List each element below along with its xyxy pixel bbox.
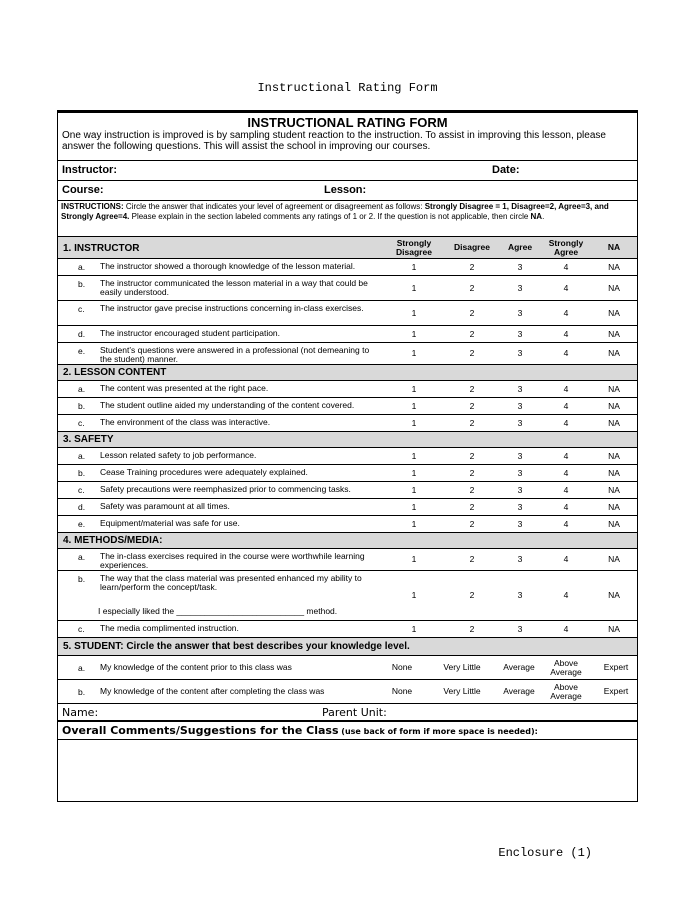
rating-disagree[interactable]: 2 bbox=[469, 307, 475, 318]
item-text: My knowledge of the content after completing the class was bbox=[100, 686, 325, 696]
parent-unit-field[interactable]: Parent Unit: bbox=[322, 706, 387, 719]
rating-strongly-agree[interactable]: 4 bbox=[563, 400, 569, 411]
rating-na[interactable]: NA bbox=[608, 348, 620, 358]
comments-title: Overall Comments/Suggestions for the Class (use back of form if more space is needed): bbox=[62, 724, 538, 737]
item-letter: a. bbox=[78, 451, 86, 461]
rating-strongly-disagree[interactable]: 1 bbox=[411, 348, 417, 358]
name-field[interactable]: Name: bbox=[62, 706, 99, 719]
rating-na[interactable]: NA bbox=[608, 261, 620, 272]
section-student-header bbox=[58, 638, 637, 656]
col-strongly-agree-header: Strongly Agree bbox=[548, 237, 584, 257]
knowledge-row bbox=[58, 680, 637, 704]
option-none[interactable]: None bbox=[391, 662, 413, 672]
rating-na[interactable]: NA bbox=[608, 450, 620, 461]
question-row bbox=[58, 549, 637, 571]
rating-na[interactable]: NA bbox=[608, 282, 620, 293]
section-title: 4. METHODS/MEDIA: bbox=[63, 535, 163, 546]
rating-strongly-agree[interactable]: 4 bbox=[563, 623, 569, 634]
item-text: The instructor encouraged student participation. bbox=[100, 328, 281, 338]
page-title: Instructional Rating Form bbox=[257, 81, 438, 95]
rating-na[interactable]: NA bbox=[608, 501, 620, 512]
rating-na[interactable]: NA bbox=[608, 554, 620, 564]
rating-strongly-agree[interactable]: 4 bbox=[563, 417, 569, 428]
item-letter: c. bbox=[78, 624, 85, 634]
rating-agree[interactable]: 3 bbox=[517, 501, 523, 512]
form-intro: One way instruction is improved is by sampling student reaction to the instruction. To assist in improving this lesson, please answer the following questions. This will assist the school in improving our courses. bbox=[62, 130, 606, 152]
question-row bbox=[58, 621, 637, 638]
section-title: 2. LESSON CONTENT bbox=[63, 367, 167, 378]
question-row bbox=[58, 482, 637, 499]
rating-agree[interactable]: 3 bbox=[517, 518, 523, 529]
rating-strongly-agree[interactable]: 4 bbox=[563, 590, 569, 600]
item-text: Equipment/material was safe for use. bbox=[100, 518, 240, 528]
item-text: The instructor gave precise instructions concerning in-class exercises. bbox=[100, 303, 364, 313]
item-text: The content was presented at the right pace. bbox=[100, 383, 269, 393]
rating-strongly-disagree[interactable]: 1 bbox=[411, 590, 417, 600]
item-letter: d. bbox=[78, 329, 86, 339]
rating-strongly-agree[interactable]: 4 bbox=[563, 467, 569, 478]
option-above-average[interactable]: Above Average bbox=[550, 657, 582, 677]
knowledge-row bbox=[58, 656, 637, 680]
rating-strongly-disagree[interactable]: 1 bbox=[411, 417, 417, 428]
section-header bbox=[58, 432, 637, 448]
item-text: My knowledge of the content prior to this class was bbox=[100, 662, 292, 672]
rating-strongly-agree[interactable]: 4 bbox=[563, 450, 569, 461]
rating-na[interactable]: NA bbox=[608, 518, 620, 529]
rating-strongly-agree[interactable]: 4 bbox=[563, 501, 569, 512]
rating-agree[interactable]: 3 bbox=[517, 590, 523, 600]
rating-strongly-disagree[interactable]: 1 bbox=[411, 554, 417, 564]
section-title: 3. SAFETY bbox=[63, 434, 114, 445]
question-row bbox=[58, 448, 637, 465]
item-letter: c. bbox=[78, 485, 85, 495]
option-average[interactable]: Average bbox=[503, 686, 535, 696]
item-text: The instructor communicated the lesson material in a way that could be easily understood. bbox=[100, 278, 368, 297]
rating-disagree[interactable]: 2 bbox=[469, 328, 475, 339]
item-text: The way that the class material was presented enhanced my ability to learn/perform the concept/task. bbox=[100, 573, 362, 592]
rating-strongly-agree[interactable]: 4 bbox=[563, 307, 569, 318]
option-none[interactable]: None bbox=[391, 686, 413, 696]
rating-agree[interactable]: 3 bbox=[517, 383, 523, 394]
rating-agree[interactable]: 3 bbox=[517, 554, 523, 564]
item-text: The in-class exercises required in the course were worthwhile learning experiences. bbox=[100, 551, 365, 570]
col-na-header: NA bbox=[607, 242, 621, 252]
item-letter: b. bbox=[78, 279, 86, 289]
rating-agree[interactable]: 3 bbox=[517, 400, 523, 411]
item-text: Cease Training procedures were adequately explained. bbox=[100, 467, 308, 477]
instructions-row bbox=[58, 201, 637, 237]
rating-strongly-agree[interactable]: 4 bbox=[563, 484, 569, 495]
section-header bbox=[58, 237, 637, 259]
item-text: The media complimented instruction. bbox=[100, 623, 239, 633]
option-very-little[interactable]: Very Little bbox=[443, 686, 481, 696]
section-title: 5. STUDENT: Circle the answer that best describes your knowledge level. bbox=[63, 641, 410, 652]
rating-strongly-disagree[interactable]: 1 bbox=[411, 484, 417, 495]
rating-disagree[interactable]: 2 bbox=[469, 383, 475, 394]
question-row bbox=[58, 326, 637, 343]
student-knowledge-rows bbox=[58, 656, 637, 704]
option-very-little[interactable]: Very Little bbox=[443, 662, 481, 672]
item-extra-text: I especially liked the ___________________________ method. bbox=[98, 606, 338, 616]
rating-disagree[interactable]: 2 bbox=[469, 417, 475, 428]
rating-agree[interactable]: 3 bbox=[517, 328, 523, 339]
rating-disagree[interactable]: 2 bbox=[469, 450, 475, 461]
section-header bbox=[58, 533, 637, 549]
rating-na[interactable]: NA bbox=[608, 623, 620, 634]
item-letter: a. bbox=[78, 663, 86, 673]
rating-disagree[interactable]: 2 bbox=[469, 554, 475, 564]
item-text: Student’s questions were answered in a professional (not demeaning to the student) manner. bbox=[100, 345, 370, 364]
form-title: INSTRUCTIONAL RATING FORM bbox=[247, 115, 448, 130]
rating-na[interactable]: NA bbox=[608, 400, 620, 411]
item-text: Lesson related safety to job performance. bbox=[100, 450, 257, 460]
item-letter: c. bbox=[78, 418, 85, 428]
item-letter: a. bbox=[78, 384, 86, 394]
item-letter: d. bbox=[78, 502, 86, 512]
rating-strongly-disagree[interactable]: 1 bbox=[411, 467, 417, 478]
rating-strongly-disagree[interactable]: 1 bbox=[411, 400, 417, 411]
question-row bbox=[58, 381, 637, 398]
rating-agree[interactable]: 3 bbox=[517, 417, 523, 428]
rating-strongly-disagree[interactable]: 1 bbox=[411, 518, 417, 529]
instructor-date-row bbox=[58, 161, 637, 181]
rating-strongly-disagree[interactable]: 1 bbox=[411, 623, 417, 634]
question-row bbox=[58, 301, 637, 326]
item-text: The student outline aided my understanding of the content covered. bbox=[100, 400, 355, 410]
rating-strongly-agree[interactable]: 4 bbox=[563, 554, 569, 564]
rating-na[interactable]: NA bbox=[608, 484, 620, 495]
form-header bbox=[58, 113, 637, 161]
option-expert[interactable]: Expert bbox=[603, 662, 629, 672]
rating-disagree[interactable]: 2 bbox=[469, 348, 475, 358]
rating-agree[interactable]: 3 bbox=[517, 307, 523, 318]
rating-agree[interactable]: 3 bbox=[517, 261, 523, 272]
item-letter: b. bbox=[78, 401, 86, 411]
rating-disagree[interactable]: 2 bbox=[469, 467, 475, 478]
rating-disagree[interactable]: 2 bbox=[469, 501, 475, 512]
rating-disagree[interactable]: 2 bbox=[469, 623, 475, 634]
rating-strongly-disagree[interactable]: 1 bbox=[411, 501, 417, 512]
rating-agree[interactable]: 3 bbox=[517, 467, 523, 478]
date-field[interactable]: Date: bbox=[492, 164, 520, 176]
item-letter: a. bbox=[78, 262, 86, 272]
col-strongly-disagree-header: Strongly Disagree bbox=[396, 237, 432, 257]
item-text: The instructor showed a thorough knowledge of the lesson material. bbox=[100, 261, 356, 271]
rating-disagree[interactable]: 2 bbox=[469, 261, 475, 272]
rating-na[interactable]: NA bbox=[608, 307, 620, 318]
item-letter: b. bbox=[78, 687, 86, 697]
rating-form bbox=[57, 110, 638, 802]
rating-na[interactable]: NA bbox=[608, 590, 620, 600]
instructions-text: INSTRUCTIONS: Circle the answer that indicates your level of agreement or disagreement as follows: Strongly Disagree = 1, Disagree=2, Agree=3, and Strongly Agree=4. Please explain in the section labeled comments any ratings of 1 or 2. If the question is not applicable, then circle NA. bbox=[61, 202, 609, 221]
option-expert[interactable]: Expert bbox=[603, 686, 629, 696]
question-row bbox=[58, 276, 637, 301]
section-header bbox=[58, 365, 637, 381]
rating-strongly-agree[interactable]: 4 bbox=[563, 383, 569, 394]
lesson-field[interactable]: Lesson: bbox=[324, 184, 367, 196]
question-row bbox=[58, 343, 637, 365]
comments-area[interactable] bbox=[58, 740, 637, 801]
item-text: Safety precautions were reemphasized prior to commencing tasks. bbox=[100, 484, 351, 494]
rating-strongly-disagree[interactable]: 1 bbox=[411, 328, 417, 339]
item-letter: a. bbox=[78, 552, 86, 562]
section-title: 1. INSTRUCTOR bbox=[63, 243, 140, 254]
rating-na[interactable]: NA bbox=[608, 328, 620, 339]
rating-strongly-agree[interactable]: 4 bbox=[563, 348, 569, 358]
question-row bbox=[58, 516, 637, 533]
rating-agree[interactable]: 3 bbox=[517, 348, 523, 358]
rating-strongly-disagree[interactable]: 1 bbox=[411, 307, 417, 318]
rating-strongly-agree[interactable]: 4 bbox=[563, 518, 569, 529]
rating-strongly-disagree[interactable]: 1 bbox=[411, 261, 417, 272]
item-letter: e. bbox=[78, 346, 86, 356]
name-row bbox=[58, 704, 637, 722]
rating-na[interactable]: NA bbox=[608, 383, 620, 394]
rating-strongly-agree[interactable]: 4 bbox=[563, 328, 569, 339]
item-text: Safety was paramount at all times. bbox=[100, 501, 230, 511]
comments-header bbox=[58, 722, 637, 740]
item-text: The environment of the class was interactive. bbox=[100, 417, 271, 427]
option-average[interactable]: Average bbox=[503, 662, 535, 672]
col-agree-header: Agree bbox=[507, 242, 533, 252]
enclosure-label: Enclosure (1) bbox=[498, 846, 592, 860]
rating-disagree[interactable]: 2 bbox=[469, 400, 475, 411]
item-letter: e. bbox=[78, 519, 86, 529]
rating-na[interactable]: NA bbox=[608, 467, 620, 478]
col-disagree-header: Disagree bbox=[454, 242, 490, 252]
option-above-average[interactable]: Above Average bbox=[550, 681, 582, 701]
instructor-field[interactable]: Instructor: bbox=[62, 164, 117, 176]
question-row bbox=[58, 398, 637, 415]
item-letter: c. bbox=[78, 304, 85, 314]
question-row bbox=[58, 259, 637, 276]
rating-strongly-disagree[interactable]: 1 bbox=[411, 450, 417, 461]
rating-agree[interactable]: 3 bbox=[517, 450, 523, 461]
rating-agree[interactable]: 3 bbox=[517, 484, 523, 495]
question-row bbox=[58, 499, 637, 516]
rating-agree[interactable]: 3 bbox=[517, 282, 523, 293]
rating-strongly-agree[interactable]: 4 bbox=[563, 261, 569, 272]
rating-strongly-disagree[interactable]: 1 bbox=[411, 282, 417, 293]
question-row bbox=[58, 415, 637, 432]
question-row bbox=[58, 571, 637, 621]
rating-agree[interactable]: 3 bbox=[517, 623, 523, 634]
course-field[interactable]: Course: bbox=[62, 184, 104, 196]
rating-disagree[interactable]: 2 bbox=[469, 590, 475, 600]
rating-sections bbox=[58, 237, 637, 638]
rating-strongly-disagree[interactable]: 1 bbox=[411, 383, 417, 394]
rating-strongly-agree[interactable]: 4 bbox=[563, 282, 569, 293]
rating-disagree[interactable]: 2 bbox=[469, 518, 475, 529]
question-row bbox=[58, 465, 637, 482]
course-lesson-row bbox=[58, 181, 637, 201]
rating-disagree[interactable]: 2 bbox=[469, 282, 475, 293]
rating-disagree[interactable]: 2 bbox=[469, 484, 475, 495]
item-letter: b. bbox=[78, 574, 86, 584]
rating-na[interactable]: NA bbox=[608, 417, 620, 428]
item-letter: b. bbox=[78, 468, 86, 478]
